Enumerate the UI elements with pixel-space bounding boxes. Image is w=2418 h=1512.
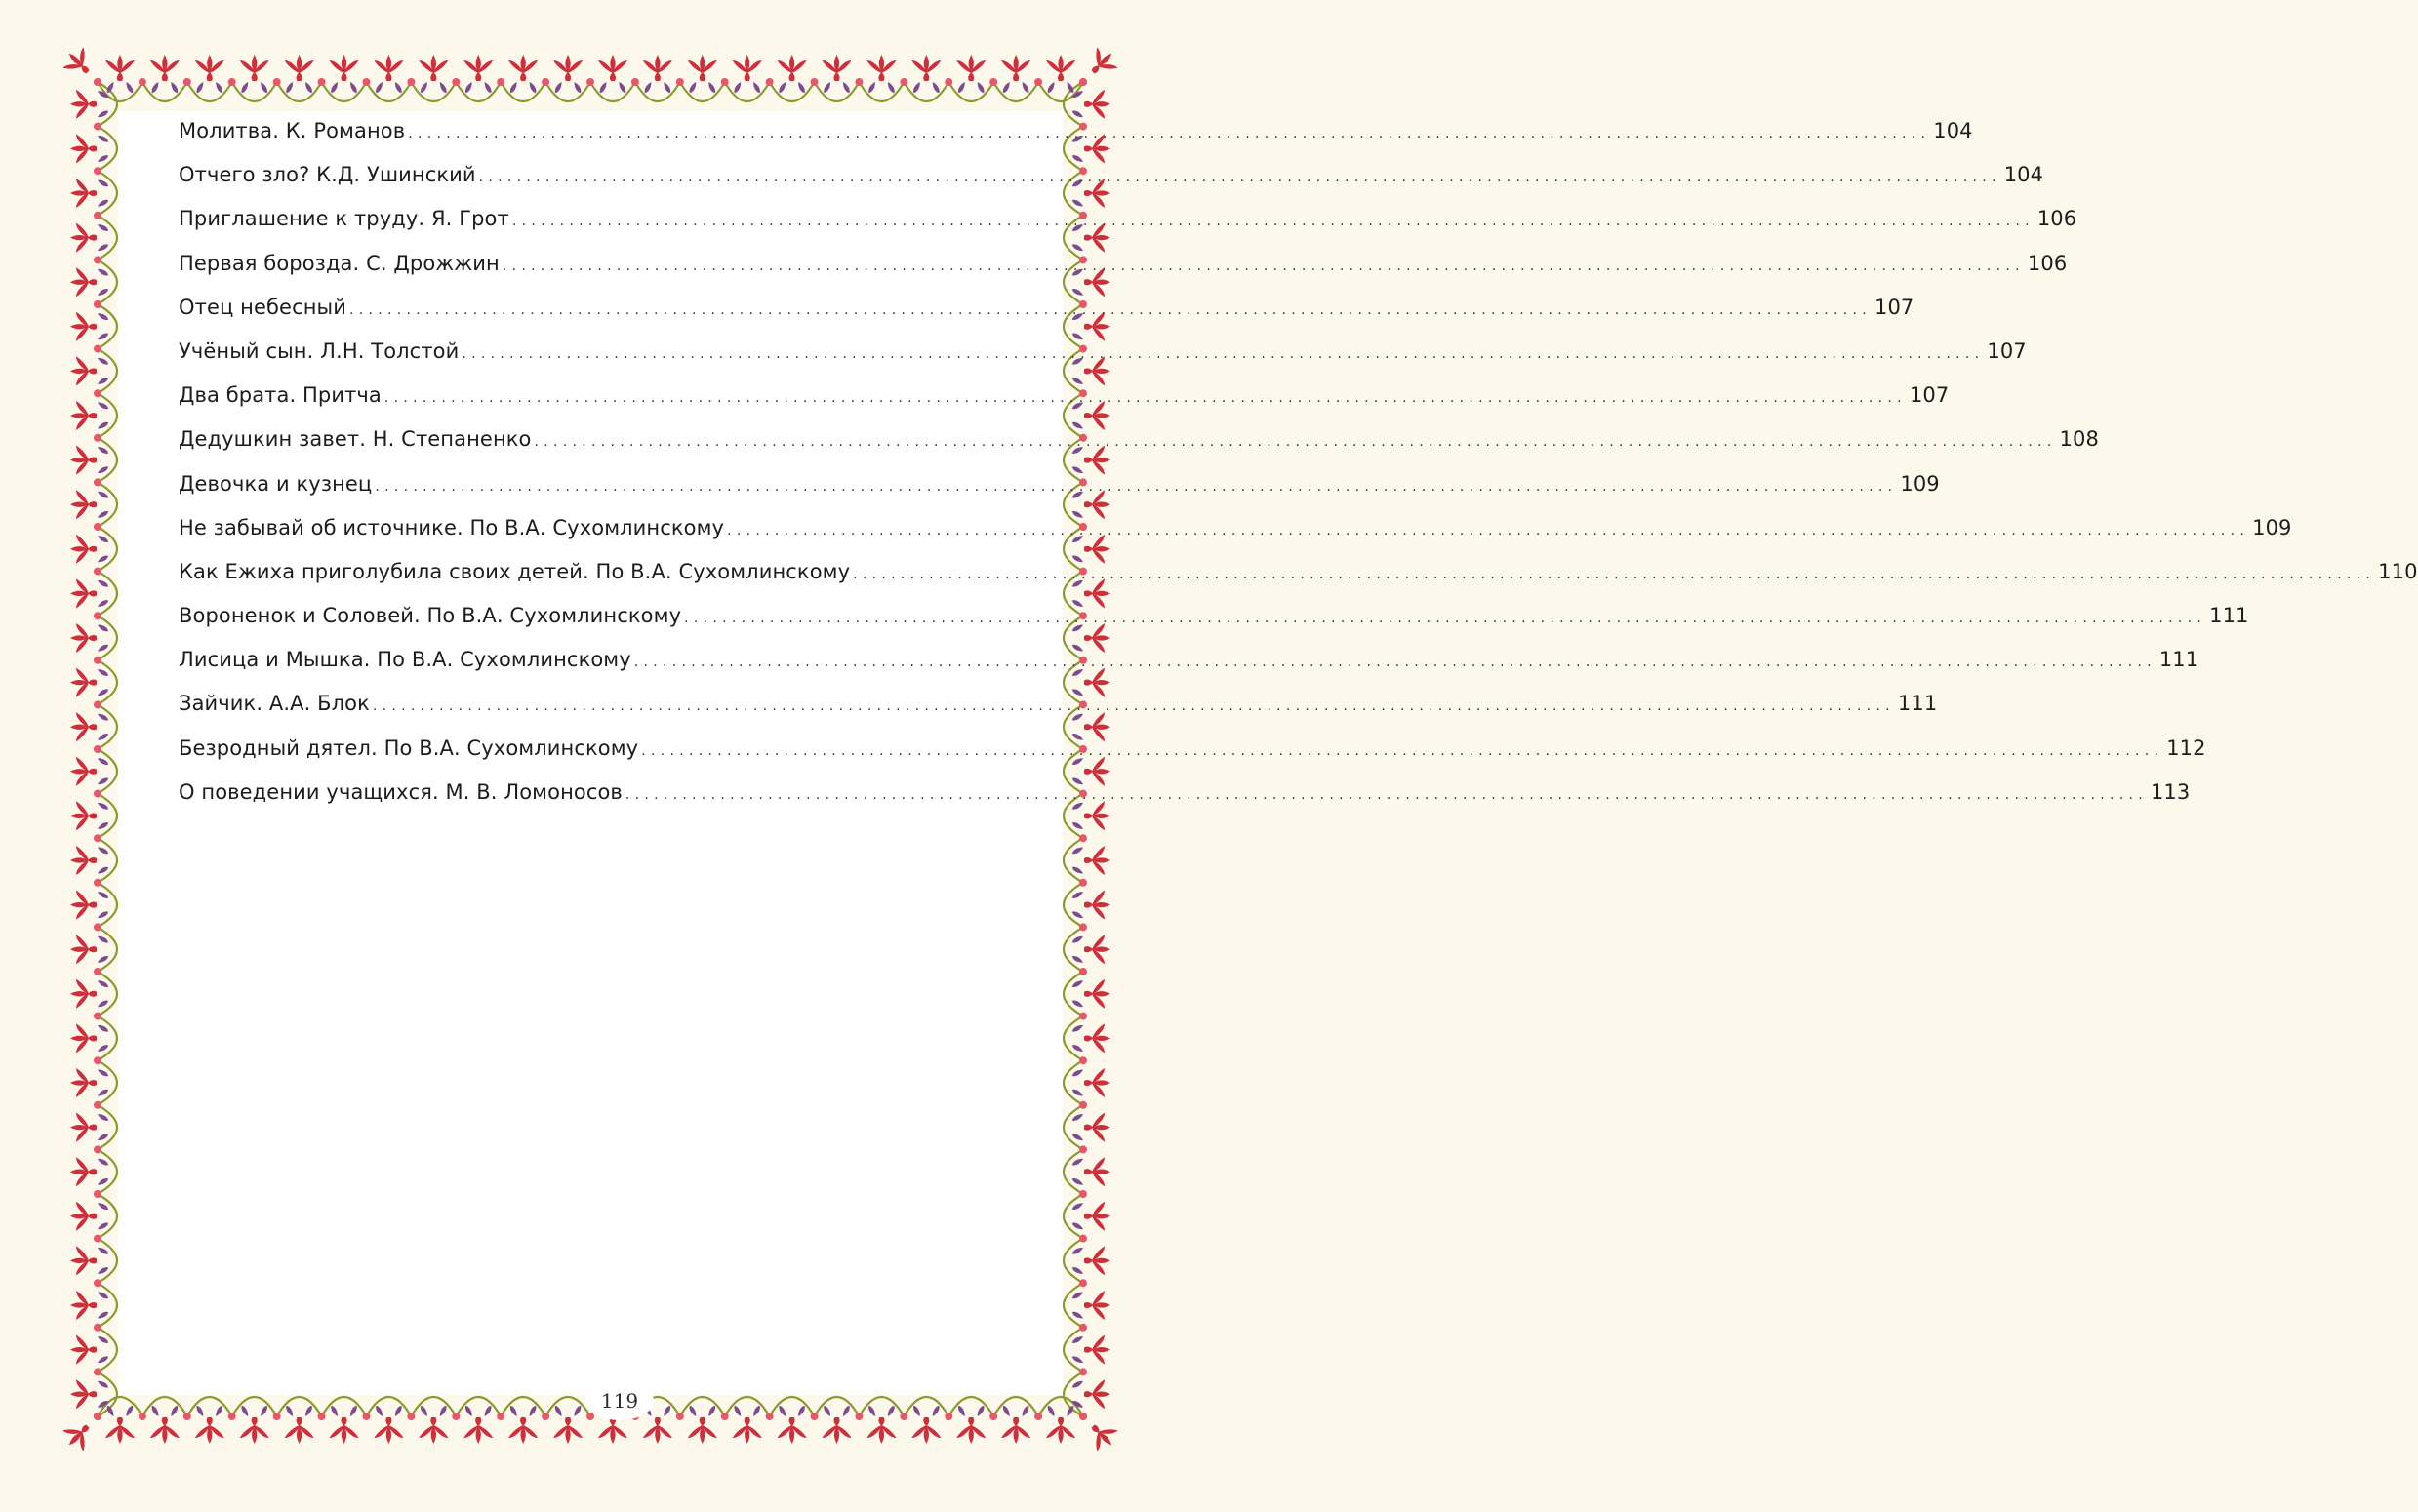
toc-entry-title: Отец небесный — [179, 295, 346, 319]
toc-leader-dots: ................................................................................................................................................................ — [408, 126, 1931, 141]
toc-entry-title: Приглашение к труду. Я. Грот — [179, 207, 509, 231]
toc-leader-dots: ................................................................................................................................................................ — [727, 522, 2250, 538]
toc-entry-page: 113 — [2150, 779, 2191, 804]
toc-entry — [179, 251, 2068, 296]
toc-entry — [179, 163, 2044, 207]
toc-entry — [179, 559, 2418, 604]
toc-entry-title: Дедушкин завет. Н. Степаненко — [179, 427, 532, 452]
toc-entry — [179, 736, 2206, 780]
toc-entry-page: 110 — [2378, 559, 2418, 583]
toc-entry — [179, 779, 2191, 824]
toc-entry-page: 111 — [2209, 604, 2249, 628]
toc-entry-title: Не забывай об источнике. По В.А. Сухомлинскому — [179, 515, 725, 539]
toc-entry-page: 108 — [2059, 427, 2099, 452]
toc-entry-page: 106 — [2027, 251, 2068, 275]
toc-entry-title: Безродный дятел. По В.А. Сухомлинскому — [179, 736, 639, 760]
toc-entry-page: 104 — [1933, 119, 1973, 142]
toc-leader-dots: ................................................................................................................................................................ — [383, 390, 1907, 407]
toc-leader-dots: ................................................................................................................................................................ — [641, 742, 2164, 759]
page-content — [118, 111, 2418, 1395]
toc-entry — [179, 427, 2099, 471]
toc-entry-title: Отчего зло? К.Д. Ушинский — [179, 163, 476, 187]
toc-entry — [179, 383, 1950, 427]
toc-leader-dots: ................................................................................................................................................................ — [625, 786, 2148, 803]
toc-entry-page: 109 — [1900, 471, 1940, 496]
table-of-contents — [179, 119, 2418, 824]
toc-entry — [179, 338, 2027, 383]
toc-entry-page: 106 — [2036, 207, 2077, 231]
toc-entry-title: О поведении учащихся. М. В. Ломоносов — [179, 779, 623, 804]
toc-entry-title: Как Ежиха приголубила своих детей. По В.А. Сухомлинскому — [179, 559, 851, 583]
toc-entry-title: Молитва. К. Романов — [179, 119, 406, 142]
toc-entry — [179, 648, 2199, 692]
toc-leader-dots: ................................................................................................................................................................ — [633, 655, 2156, 671]
toc-entry — [179, 692, 1938, 736]
toc-leader-dots: ................................................................................................................................................................ — [534, 434, 2057, 451]
toc-leader-dots: ................................................................................................................................................................ — [372, 698, 1895, 715]
toc-entry-page: 111 — [2158, 648, 2199, 672]
toc-entry-title: Учёный сын. Л.Н. Толстой — [179, 338, 460, 363]
toc-entry — [179, 604, 2249, 648]
toc-entry-title: Два брата. Притча — [179, 383, 382, 408]
toc-entry-page: 107 — [1909, 383, 1950, 408]
toc-entry — [179, 295, 1914, 339]
toc-entry-page: 112 — [2166, 736, 2206, 760]
toc-entry-page: 107 — [1987, 338, 2027, 363]
page-number: 119 — [585, 1381, 654, 1420]
toc-entry-title: Лисица и Мышка. По В.А. Сухомлинскому — [179, 648, 631, 672]
toc-entry-page: 111 — [1897, 692, 1938, 716]
toc-leader-dots: ................................................................................................................................................................ — [478, 170, 2001, 186]
toc-entry — [179, 515, 2292, 560]
toc-entry-title: Зайчик. А.А. Блок — [179, 692, 370, 716]
toc-entry-page: 107 — [1874, 295, 1914, 319]
toc-leader-dots: ................................................................................................................................................................ — [853, 566, 2376, 582]
toc-entry — [179, 471, 1940, 516]
toc-entry-title: Первая борозда. С. Дрожжин — [179, 251, 500, 275]
toc-leader-dots: ................................................................................................................................................................ — [462, 345, 1985, 362]
toc-leader-dots: ................................................................................................................................................................ — [511, 214, 2035, 230]
toc-entry — [179, 119, 1973, 163]
toc-leader-dots: ................................................................................................................................................................ — [375, 478, 1898, 495]
toc-entry — [179, 207, 2077, 251]
toc-entry-page: 109 — [2252, 515, 2292, 539]
toc-leader-dots: ................................................................................................................................................................ — [348, 301, 1873, 318]
toc-entry-title: Вороненок и Соловей. По В.А. Сухомлинскому — [179, 604, 682, 628]
toc-leader-dots: ................................................................................................................................................................ — [684, 611, 2207, 627]
toc-entry-title: Девочка и кузнец — [179, 471, 373, 496]
toc-entry-page: 104 — [2003, 163, 2044, 187]
toc-leader-dots: ................................................................................................................................................................ — [502, 258, 2025, 274]
